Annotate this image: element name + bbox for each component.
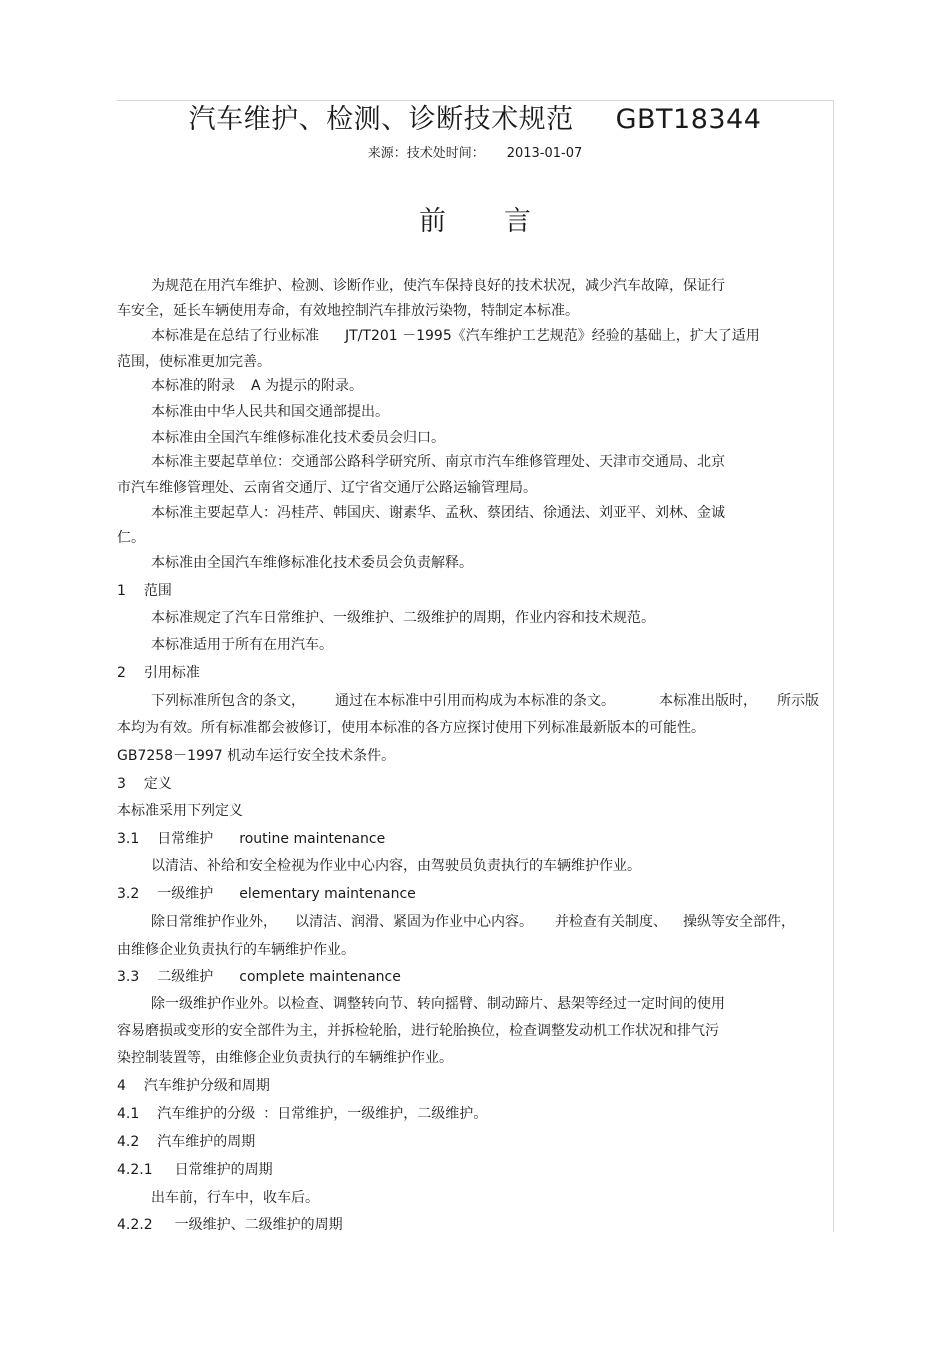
paragraph-line: 本标准适用于所有在用汽车。 (151, 637, 333, 653)
subsection-heading: 4.2.1 日常维护的周期 (117, 1162, 273, 1178)
section-heading: 1 范围 (117, 583, 172, 599)
standard-code: GBT18344 (615, 104, 762, 135)
subsection-heading: 4.2 汽车维护的周期 (117, 1134, 256, 1150)
paragraph-line: 本标准规定了汽车日常维护、一级维护、二级维护的周期，作业内容和技术规范。 (151, 610, 655, 626)
definition-heading: 3.3 二级维护 complete maintenance (117, 969, 401, 985)
paragraph-line: 由维修企业负责执行的车辆维护作业。 (117, 942, 355, 958)
definition-heading: 3.1 日常维护 routine maintenance (117, 831, 386, 847)
paragraph-line: 本标准由全国汽车维修标准化技术委员会负责解释。 (151, 555, 473, 571)
paragraph-line: 出车前，行车中，收车后。 (151, 1190, 319, 1206)
paragraph-line: 容易磨损或变形的安全部件为主，并拆检轮胎，进行轮胎换位，检查调整发动机工作状况和排气污 (117, 1023, 719, 1039)
paragraph-line: GB7258－1997 机动车运行安全技术条件。 (117, 748, 396, 764)
paragraph-line: 车安全，延长车辆使用寿命，有效地控制汽车排放污染物，特制定本标准。 (117, 303, 579, 319)
paragraph-line: 以清洁、补给和安全检视为作业中心内容，由驾驶员负责执行的车辆维护作业。 (151, 858, 641, 874)
subsection-heading: 4.1 汽车维护的分级 ：日常维护，一级维护，二级维护。 (117, 1106, 488, 1122)
paragraph-line: 仁。 (117, 530, 145, 546)
source-line (0, 145, 950, 163)
section-heading: 4 汽车维护分级和周期 (117, 1078, 270, 1094)
definition-heading: 3.2 一级维护 elementary maintenance (117, 886, 416, 902)
paragraph-line: 范围，使标准更加完善。 (117, 354, 271, 370)
preface-heading: 前言 (419, 206, 589, 237)
paragraph-line: 本标准的附录 A 为提示的附录。 (151, 378, 364, 394)
document-title (0, 100, 950, 140)
paragraph-line: 本标准由中华人民共和国交通部提出。 (151, 404, 389, 420)
subsection-heading: 4.2.2 一级维护、二级维护的周期 (117, 1217, 343, 1233)
source-label: 来源：技术处时间： (367, 146, 485, 161)
paragraph-line: 本标准是在总结了行业标准 JT/T201 －1995《汽车维护工艺规范》经验的基础上，扩大了适用 (151, 328, 760, 344)
paragraph-line: 本标准主要起草人：冯桂芹、韩国庆、谢素华、孟秋、蔡团结、徐通法、刘亚平、刘林、金诚 (151, 505, 725, 521)
paragraph-line: 本均为有效。所有标准都会被修订，使用本标准的各方应探讨使用下列标准最新版本的可能性。 (117, 720, 705, 736)
paragraph-line: 为规范在用汽车维护、检测、诊断作业，使汽车保持良好的技术状况，减少汽车故障，保证行 (151, 278, 725, 294)
title-text: 汽车维护、检测、诊断技术规范 (188, 104, 574, 135)
paragraph-line: 除一级维护作业外。以检查、调整转向节、转向摇臂、制动蹄片、悬架等经过一定时间的使用 (151, 996, 725, 1012)
paragraph-line: 市汽车维修管理处、云南省交通厅、辽宁省交通厅公路运输管理局。 (117, 480, 537, 496)
section-heading: 3 定义 (117, 776, 172, 792)
paragraph-line: 本标准由全国汽车维修标准化技术委员会归口。 (151, 430, 445, 446)
section-heading: 2 引用标准 (117, 665, 200, 681)
paragraph-line: 染控制装置等，由维修企业负责执行的车辆维护作业。 (117, 1050, 453, 1066)
page-border-right (833, 100, 834, 1232)
paragraph-line: 本标准主要起草单位：交通部公路科学研究所、南京市汽车维修管理处、天津市交通局、北京 (151, 454, 725, 470)
publish-date: 2013-01-07 (506, 146, 583, 161)
paragraph-line: 下列标准所包含的条文， 通过在本标准中引用而构成为本标准的条文。 本标准出版时， 所示版 (151, 693, 819, 709)
paragraph-line: 除日常维护作业外， 以清洁、润滑、紧固为作业中心内容。 并检查有关制度、 操纵等安全部件， (151, 914, 795, 930)
paragraph-line: 本标准采用下列定义 (117, 803, 243, 819)
